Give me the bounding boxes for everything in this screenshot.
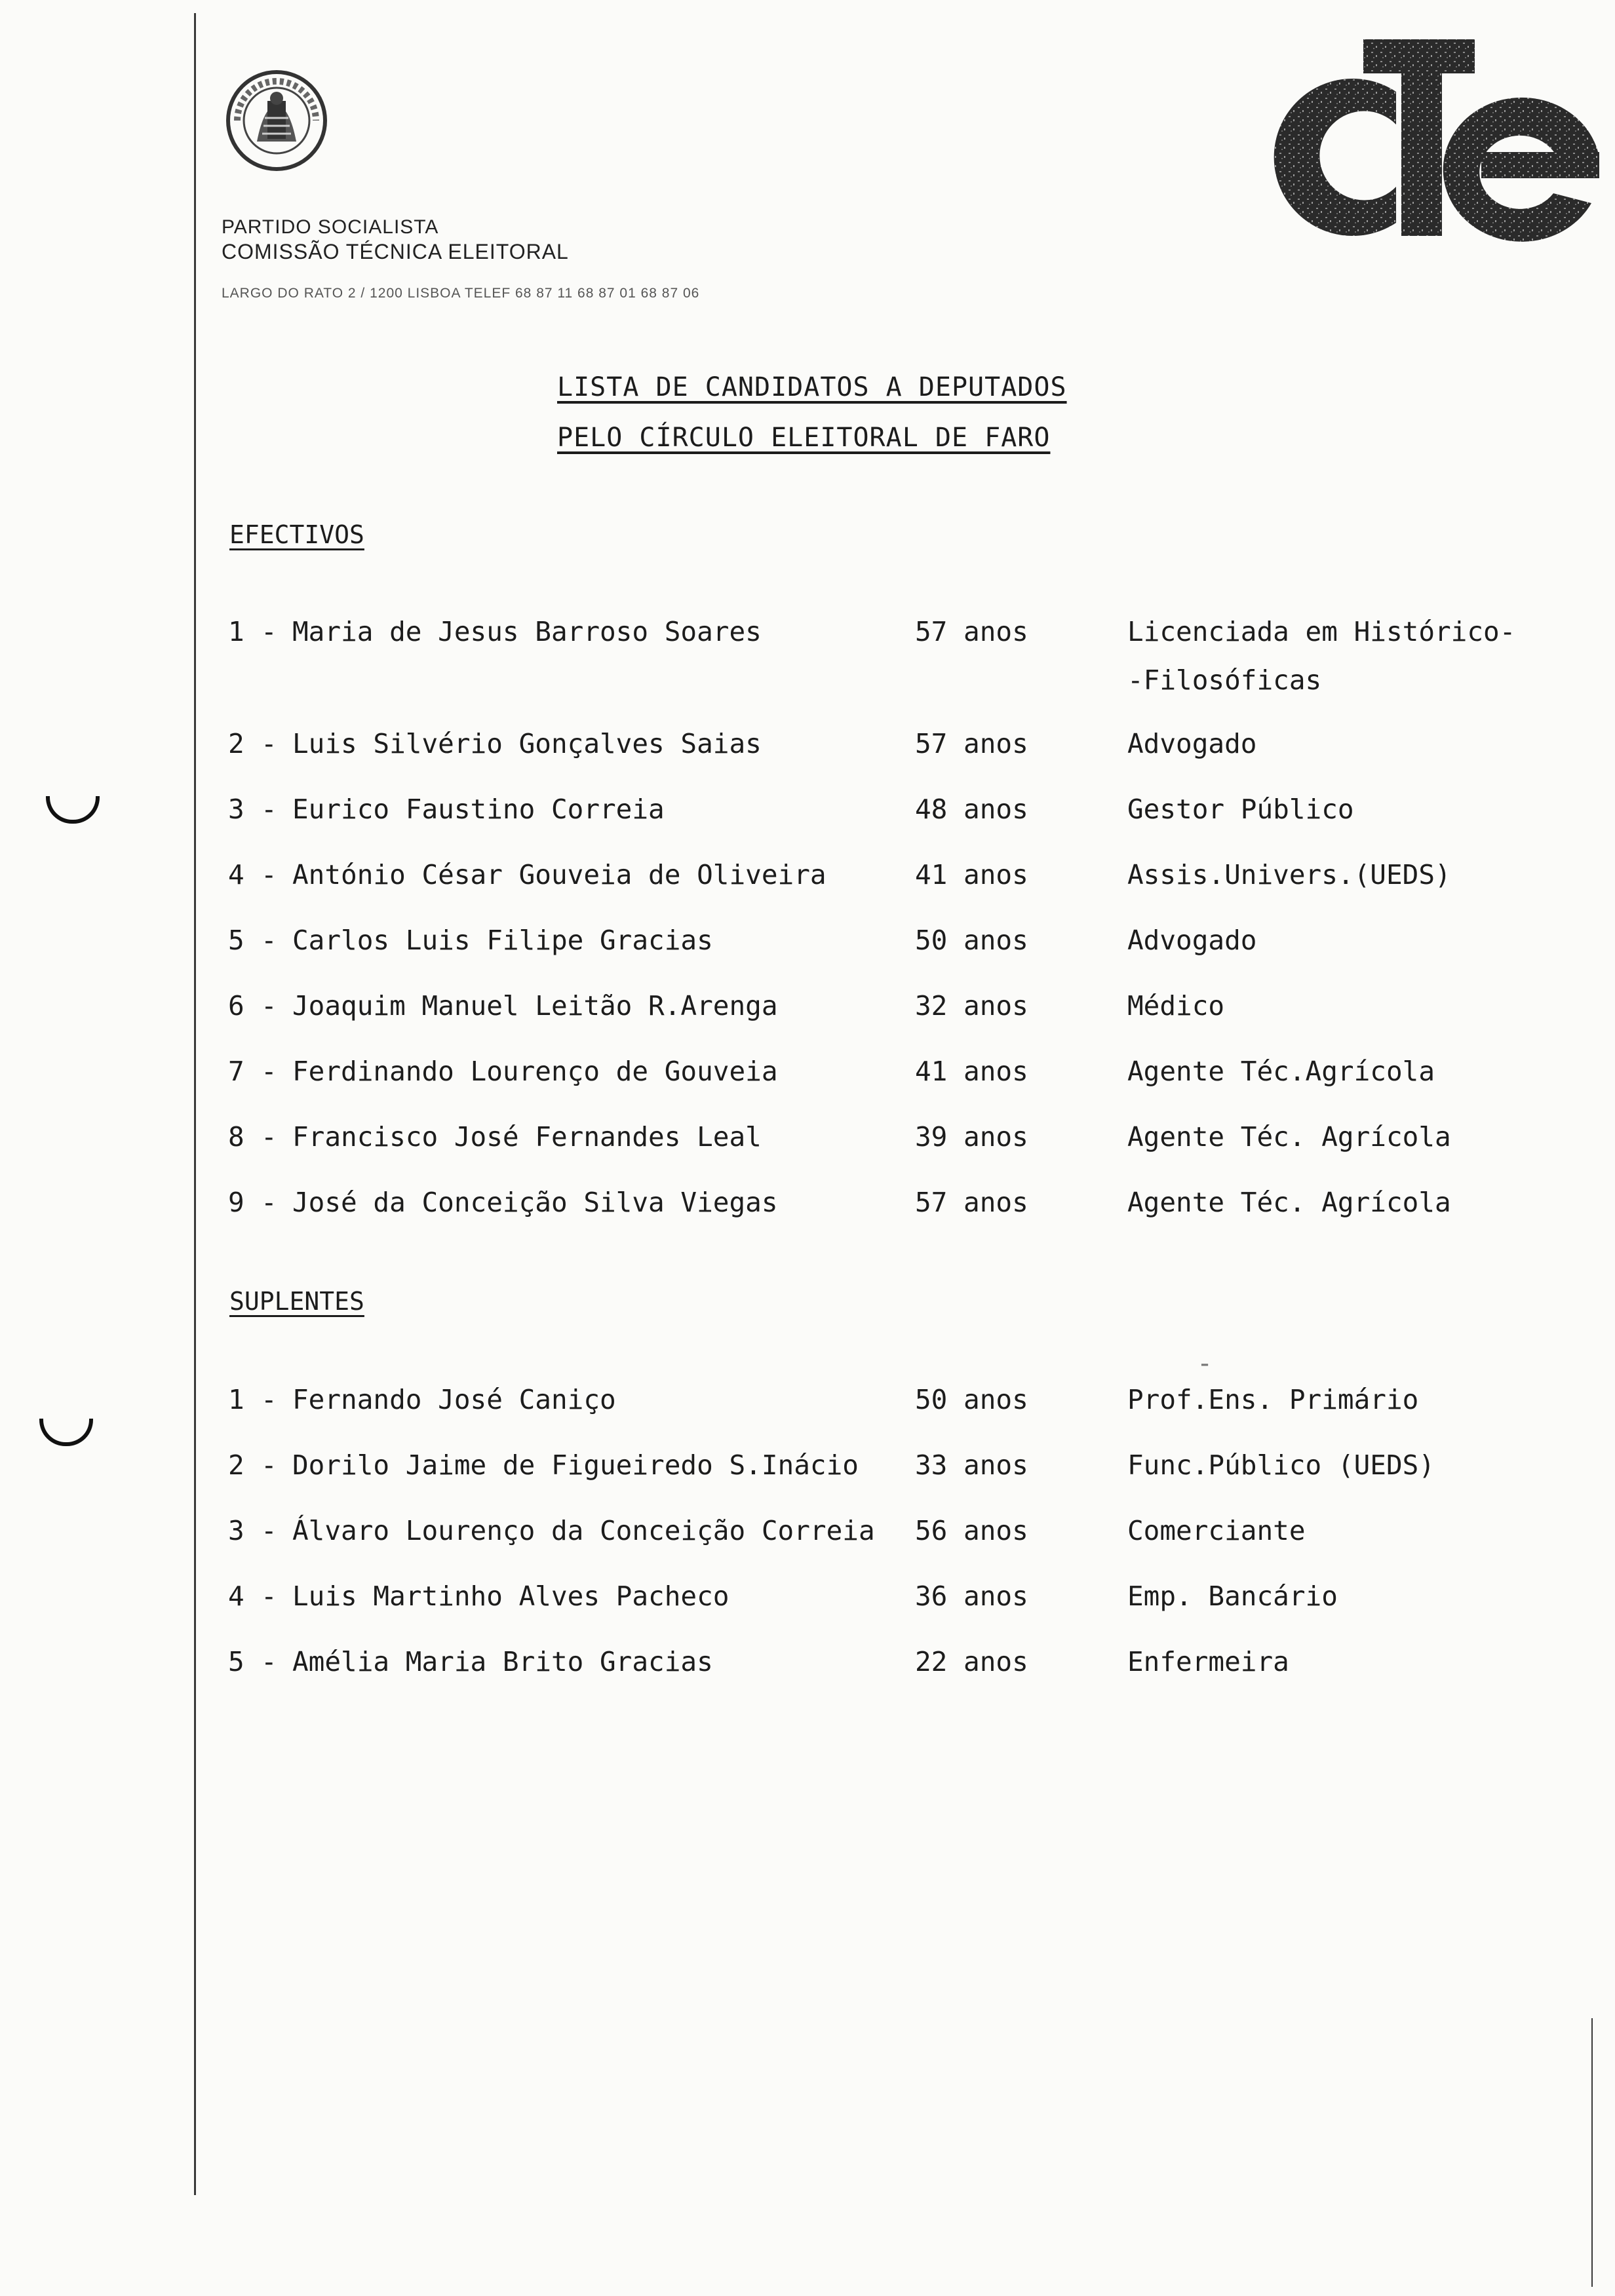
candidate-name: Luis Martinho Alves Pacheco xyxy=(292,1580,730,1612)
stray-dash-mark: - xyxy=(1197,1349,1213,1379)
list-item xyxy=(0,1187,1615,1226)
candidate-age: 50 anos xyxy=(915,925,1028,956)
list-item xyxy=(0,990,1615,1029)
candidate-profession: Agente Téc.Agrícola xyxy=(1127,1056,1435,1087)
document-title-line-2: PELO CÍRCULO ELEITORAL DE FARO xyxy=(557,423,1051,453)
candidate-number: 3 xyxy=(228,794,244,825)
candidate-number: 3 xyxy=(228,1515,244,1546)
party-name: PARTIDO SOCIALISTA xyxy=(222,216,439,238)
candidate-name: Francisco José Fernandes Leal xyxy=(292,1121,762,1153)
candidate-profession: Agente Téc. Agrícola xyxy=(1127,1187,1451,1218)
candidate-age: 39 anos xyxy=(915,1121,1028,1153)
separator-dash: - xyxy=(261,1515,277,1546)
candidate-name: Eurico Faustino Correia xyxy=(292,794,665,825)
party-address: LARGO DO RATO 2 / 1200 LISBOA TELEF 68 87 11 68 87 01 68 87 06 xyxy=(222,286,700,301)
candidate-age: 33 anos xyxy=(915,1449,1028,1481)
candidate-number: 4 xyxy=(228,1580,244,1612)
candidate-profession-continued: -Filosóficas xyxy=(1127,664,1322,696)
candidate-name: Álvaro Lourenço da Conceição Correia xyxy=(292,1515,875,1546)
separator-dash: - xyxy=(261,1384,277,1415)
separator-dash: - xyxy=(261,728,277,759)
candidate-number: 1 xyxy=(228,616,244,647)
separator-dash: - xyxy=(261,1056,277,1087)
candidate-profession: Prof.Ens. Primário xyxy=(1127,1384,1419,1415)
candidate-name: Fernando José Caniço xyxy=(292,1384,616,1415)
candidate-profession: Advogado xyxy=(1127,728,1257,759)
candidate-age: 32 anos xyxy=(915,990,1028,1022)
candidate-age: 57 anos xyxy=(915,728,1028,759)
candidate-profession: Advogado xyxy=(1127,925,1257,956)
list-item xyxy=(0,1580,1615,1620)
candidate-number: 1 xyxy=(228,1384,244,1415)
list-item xyxy=(0,1384,1615,1423)
candidate-profession: Assis.Univers.(UEDS) xyxy=(1127,859,1451,890)
list-item xyxy=(0,925,1615,964)
list-item xyxy=(0,1449,1615,1489)
candidate-name: Dorilo Jaime de Figueiredo S.Inácio xyxy=(292,1449,859,1481)
commission-name: COMISSÃO TÉCNICA ELEITORAL xyxy=(222,240,569,263)
list-item xyxy=(0,1515,1615,1554)
candidate-age: 50 anos xyxy=(915,1384,1028,1415)
candidate-profession: Func.Público (UEDS) xyxy=(1127,1449,1435,1481)
list-item xyxy=(0,728,1615,767)
separator-dash: - xyxy=(261,1646,277,1677)
candidate-number: 5 xyxy=(228,925,244,956)
list-item xyxy=(0,859,1615,898)
separator-dash: - xyxy=(261,1187,277,1218)
party-seal-logo xyxy=(224,68,329,173)
list-item xyxy=(0,1056,1615,1095)
cte-logo xyxy=(1232,13,1615,262)
candidate-name: Ferdinando Lourenço de Gouveia xyxy=(292,1056,778,1087)
separator-dash: - xyxy=(261,616,277,647)
list-item xyxy=(0,794,1615,833)
candidate-profession: Comerciante xyxy=(1127,1515,1306,1546)
candidate-profession: Gestor Público xyxy=(1127,794,1354,825)
candidate-number: 8 xyxy=(228,1121,244,1153)
candidate-age: 22 anos xyxy=(915,1646,1028,1677)
list-item xyxy=(0,1646,1615,1685)
document-title-line-1: LISTA DE CANDIDATOS A DEPUTADOS xyxy=(557,372,1067,402)
candidate-number: 9 xyxy=(228,1187,244,1218)
candidate-age: 56 anos xyxy=(915,1515,1028,1546)
candidate-profession: Agente Téc. Agrícola xyxy=(1127,1121,1451,1153)
candidate-name: Maria de Jesus Barroso Soares xyxy=(292,616,762,647)
candidate-number: 5 xyxy=(228,1646,244,1677)
right-edge-line xyxy=(1591,2018,1593,2287)
candidate-age: 41 anos xyxy=(915,1056,1028,1087)
candidate-name: António César Gouveia de Oliveira xyxy=(292,859,827,890)
candidate-profession: Médico xyxy=(1127,990,1225,1022)
candidate-name: Luis Silvério Gonçalves Saias xyxy=(292,728,762,759)
list-item xyxy=(0,616,1615,655)
candidate-number: 4 xyxy=(228,859,244,890)
candidate-profession: Licenciada em Histórico- xyxy=(1127,616,1516,647)
candidate-age: 57 anos xyxy=(915,616,1028,647)
candidate-profession: Enfermeira xyxy=(1127,1646,1289,1677)
section-heading-efectivos: EFECTIVOS xyxy=(229,520,364,549)
separator-dash: - xyxy=(261,925,277,956)
candidate-name: Amélia Maria Brito Gracias xyxy=(292,1646,713,1677)
candidate-age: 48 anos xyxy=(915,794,1028,825)
separator-dash: - xyxy=(261,859,277,890)
candidate-number: 6 xyxy=(228,990,244,1022)
separator-dash: - xyxy=(261,1580,277,1612)
candidate-number: 2 xyxy=(228,1449,244,1481)
separator-dash: - xyxy=(261,990,277,1022)
candidate-age: 36 anos xyxy=(915,1580,1028,1612)
candidate-name: José da Conceição Silva Viegas xyxy=(292,1187,778,1218)
section-heading-suplentes: SUPLENTES xyxy=(229,1287,364,1316)
candidate-number: 2 xyxy=(228,728,244,759)
separator-dash: - xyxy=(261,1121,277,1153)
candidate-age: 41 anos xyxy=(915,859,1028,890)
candidate-profession: Emp. Bancário xyxy=(1127,1580,1338,1612)
candidate-name: Joaquim Manuel Leitão R.Arenga xyxy=(292,990,778,1022)
separator-dash: - xyxy=(261,1449,277,1481)
candidate-age: 57 anos xyxy=(915,1187,1028,1218)
left-binding-line xyxy=(194,13,196,2195)
separator-dash: - xyxy=(261,794,277,825)
candidate-number: 7 xyxy=(228,1056,244,1087)
candidate-name: Carlos Luis Filipe Gracias xyxy=(292,925,713,956)
list-item xyxy=(0,1121,1615,1160)
